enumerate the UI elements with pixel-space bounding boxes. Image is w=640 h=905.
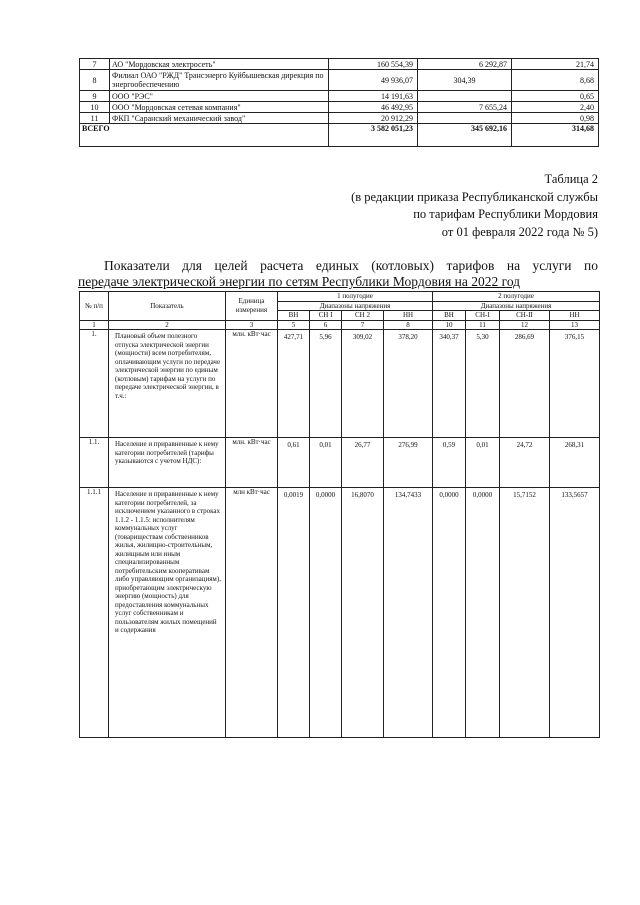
- value-cell: 15,7152: [500, 488, 550, 738]
- value-cell: 0,0000: [433, 488, 466, 738]
- table-row: [80, 91, 599, 102]
- value-cell: 0,98: [512, 113, 599, 124]
- org-name: Филиал ОАО "РЖД" Трансэнерго Куйбышевская дирекция по энергообеспечению: [110, 70, 329, 91]
- value-cell: 0,59: [433, 438, 466, 488]
- table-row: [80, 102, 599, 113]
- total-value: 314,68: [512, 124, 599, 147]
- total-label: ВСЕГО: [80, 124, 329, 147]
- table-row: [80, 59, 599, 70]
- header-half-1: 1 полугодие: [278, 292, 433, 302]
- level-header: ВН: [278, 311, 310, 321]
- column-number: 12: [500, 320, 550, 330]
- column-number: 5: [278, 320, 310, 330]
- value-cell: 0,01: [466, 438, 500, 488]
- org-name: ООО "Мордовская сетевая компания": [110, 102, 329, 113]
- total-value: 345 692,16: [418, 124, 512, 147]
- value-cell: 7 655,24: [418, 102, 512, 113]
- table-caption-line: от 01 февраля 2022 года № 5): [441, 225, 598, 239]
- column-number: 6: [310, 320, 342, 330]
- value-cell: 2,40: [512, 102, 599, 113]
- indicators-table: [79, 291, 600, 738]
- indicator-name: Население и приравненные к нему категории потребителей (тарифы указываются с учетом НДС):: [109, 438, 226, 488]
- value-cell: 340,37: [433, 330, 466, 438]
- value-cell: 0,0000: [310, 488, 342, 738]
- table-caption-title: Таблица 2: [544, 172, 598, 186]
- top-table: [79, 58, 599, 147]
- value-cell: 304,39: [418, 70, 512, 91]
- row-number: 7: [80, 59, 110, 70]
- org-name: АО "Мордовская электросеть": [110, 59, 329, 70]
- row-number: 1.: [80, 330, 109, 438]
- value-cell: 5,30: [466, 330, 500, 438]
- table-row: [80, 70, 599, 91]
- heading-line: передаче электрической энергии по сетям Республики Мордовия на 2022 год: [78, 274, 521, 289]
- unit-cell: млн кВт·час: [226, 488, 278, 738]
- value-cell: [418, 91, 512, 102]
- value-cell: 46 492,95: [329, 102, 418, 113]
- level-header: НН: [384, 311, 433, 321]
- value-cell: 276,99: [384, 438, 433, 488]
- value-cell: 268,31: [550, 438, 600, 488]
- value-cell: 376,15: [550, 330, 600, 438]
- column-number: 2: [109, 320, 226, 330]
- unit-cell: млн. кВт·час: [226, 438, 278, 488]
- value-cell: 49 936,07: [329, 70, 418, 91]
- table-row: [80, 438, 600, 488]
- value-cell: 0,0019: [278, 488, 310, 738]
- value-cell: 16,8070: [342, 488, 384, 738]
- value-cell: 20 912,29: [329, 113, 418, 124]
- column-number-row: [80, 320, 600, 330]
- value-cell: 133,5657: [550, 488, 600, 738]
- value-cell: 286,69: [500, 330, 550, 438]
- header-num: № п/п: [80, 292, 109, 321]
- value-cell: 427,71: [278, 330, 310, 438]
- column-number: 3: [226, 320, 278, 330]
- value-cell: 26,77: [342, 438, 384, 488]
- value-cell: 0,01: [310, 438, 342, 488]
- unit-cell: млн. кВт·час: [226, 330, 278, 438]
- header-unit: Единица измерения: [226, 292, 278, 321]
- column-number: 7: [342, 320, 384, 330]
- total-value: 3 582 051,23: [329, 124, 418, 147]
- value-cell: 5,96: [310, 330, 342, 438]
- value-cell: 24,72: [500, 438, 550, 488]
- table-row: [80, 330, 600, 438]
- column-number: 10: [433, 320, 466, 330]
- value-cell: 8,68: [512, 70, 599, 91]
- indicator-name: Население и приравненные к нему категории потребителей, за исключением указанного в строках 1.1.2 - 1.1.5: исполнителям коммунальных услуг (товариществам собственников жилья, жилищно-строительным, жилищным или иным специализированным потребительским кооперативам либо управляющим организациям), приобретающим электрическую энергию (мощность) для предоставления коммунальных услуг собственникам и пользователям жилых помещений и содержания: [109, 488, 226, 738]
- value-cell: 0,65: [512, 91, 599, 102]
- column-number: 8: [384, 320, 433, 330]
- value-cell: 0,0000: [466, 488, 500, 738]
- column-number: 13: [550, 320, 600, 330]
- row-number: 8: [80, 70, 110, 91]
- total-row: [80, 124, 599, 147]
- indicator-name: Плановый объем полезного отпуска электрической энергии (мощности) всем потребителям, оплачивающим услуги по передаче электрической энергии по единым (котловым) тарифам на услуги по передаче электрической энергии, в т.ч.:: [109, 330, 226, 438]
- header-ranges: Диапазоны напряжения: [433, 301, 600, 311]
- value-cell: 309,02: [342, 330, 384, 438]
- row-number: 9: [80, 91, 110, 102]
- value-cell: 0,61: [278, 438, 310, 488]
- table-caption-line: (в редакции приказа Республиканской службы: [351, 190, 598, 204]
- row-number: 10: [80, 102, 110, 113]
- value-cell: 6 292,87: [418, 59, 512, 70]
- level-header: СН I: [310, 311, 342, 321]
- header-row: [80, 292, 600, 302]
- level-header: СН 2: [342, 311, 384, 321]
- table-row: [80, 488, 600, 738]
- table-caption-line: по тарифам Республики Мордовия: [413, 207, 598, 221]
- row-number: 1.1.: [80, 438, 109, 488]
- level-header: ВН: [433, 311, 466, 321]
- column-number: 1: [80, 320, 109, 330]
- row-number: 1.1.1: [80, 488, 109, 738]
- value-cell: 160 554,39: [329, 59, 418, 70]
- value-cell: [418, 113, 512, 124]
- table-row: [80, 113, 599, 124]
- org-name: ООО "РЭС": [110, 91, 329, 102]
- level-header: СН-I: [466, 311, 500, 321]
- value-cell: 21,74: [512, 59, 599, 70]
- level-header: НН: [550, 311, 600, 321]
- header-ranges: Диапазоны напряжения: [278, 301, 433, 311]
- heading-line: Показатели для целей расчета единых (котловых) тарифов на услуги по: [104, 258, 598, 273]
- org-name: ФКП "Саранский механический завод": [110, 113, 329, 124]
- header-indicator: Показатель: [109, 292, 226, 321]
- header-half-2: 2 полугодие: [433, 292, 600, 302]
- value-cell: 378,20: [384, 330, 433, 438]
- document-heading: [78, 258, 598, 290]
- column-number: 11: [466, 320, 500, 330]
- row-number: 11: [80, 113, 110, 124]
- value-cell: 14 191,63: [329, 91, 418, 102]
- value-cell: 134,7433: [384, 488, 433, 738]
- level-header: СН-II: [500, 311, 550, 321]
